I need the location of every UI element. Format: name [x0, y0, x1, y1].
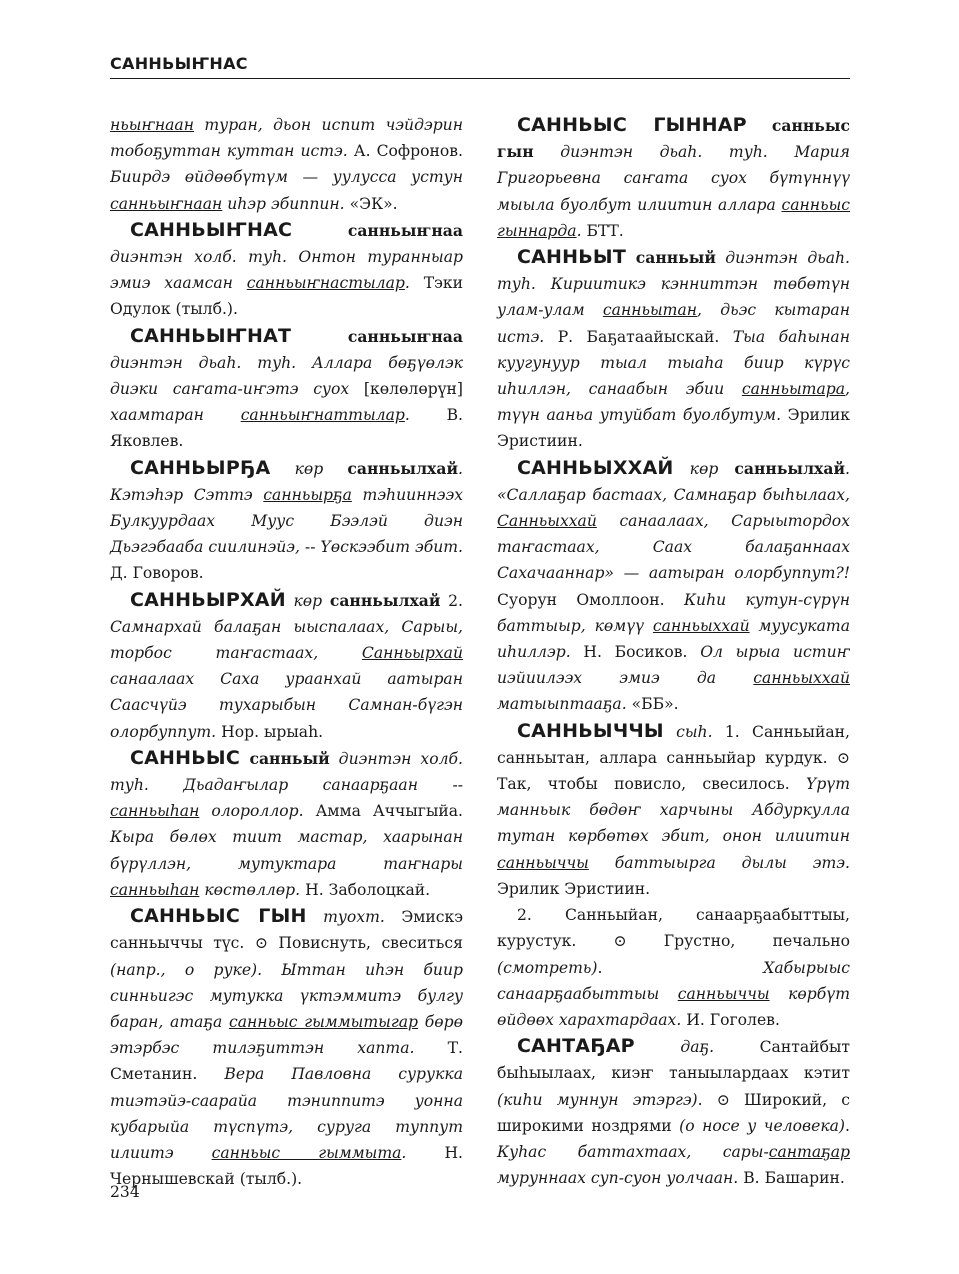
entry-text: муусуката иһиллэр. — [497, 616, 850, 662]
entry-text: санньытан — [602, 301, 698, 320]
entry-text: санаалаах Саха ураанхай аатыран Саасчүйэ тухарыбын Самнан-бүгэн олорбуппут. — [110, 670, 463, 741]
dictionary-entry — [497, 244, 850, 455]
entry-text: көр — [673, 459, 735, 478]
entry-text: Суорун Омоллоон. — [497, 590, 684, 609]
entry-text: Ыттан иһэн биир синньигэс мутукка үктэммитэ булгу баран, атаҕа — [110, 960, 463, 1031]
entry-text: санньыҥнаан — [110, 194, 223, 213]
entry-text: санньыс гыннарда — [497, 195, 850, 240]
entry-headword: САННЬЫРҔА — [130, 456, 271, 479]
entry-text: А. Софронов. — [353, 142, 463, 161]
entry-text: тэһииннээх Булкуурдаах Муус Бээлэй диэн Дьэгэбааба сиилинэйэ, -- Үөскээбит эбит. — [110, 485, 463, 557]
dictionary-entry — [110, 323, 463, 455]
entry-text: санньыччы — [677, 984, 770, 1003]
entry-text: олороллор. — [199, 802, 316, 821]
dictionary-entry — [110, 112, 463, 217]
entry-text: диэнтэн холб. туһ. Дьадаҥылар санаарҕаан -- — [110, 749, 463, 795]
entry-text: санньырҕа — [263, 485, 352, 504]
entry-text: (напр., о руке). — [110, 960, 282, 979]
entry-text: Р. Баҕатаайыскай. — [557, 327, 733, 346]
entry-text: . ⊙ Широкий, с широкими ноздрями — [497, 1090, 850, 1135]
entry-text: бөрө этэрбэс тилэҕиттэн хаптa. — [110, 1012, 463, 1058]
entry-text: Үрүт манньык бөдөҥ харчыны Абдуркулла тутан көрбөтөх эбит, онон илиитин — [497, 775, 850, 846]
dictionary-entry — [497, 718, 850, 902]
entry-text: матыыптааҕа. — [497, 695, 632, 714]
entry-text: Тыа баһынан куугунуур тыал тыаһа биир күрүс иһиллэн, санаабын эбии — [497, 327, 850, 399]
entry-text: Ол ырыа истиҥ иэйиилээх эмиэ да — [497, 643, 850, 688]
entry-text: Амма Аччыгыйа. — [315, 802, 463, 821]
dictionary-entry — [497, 455, 850, 718]
dictionary-entry — [110, 455, 463, 587]
dictionary-entry — [110, 587, 463, 745]
entry-text: Санньырхай — [361, 644, 463, 663]
entry-text: . — [845, 1116, 850, 1135]
entry-text: В. Яковлев. — [110, 406, 463, 451]
page-number: 234 — [110, 1183, 140, 1201]
entry-text: иһэр эбиппин. — [222, 194, 350, 213]
entry-text: баттыырга дылы этэ. — [588, 853, 850, 872]
entry-text: санньыһан — [110, 802, 200, 821]
dictionary-entry — [110, 903, 463, 1192]
entry-text: муруннаах суп-суон уолчаан. — [497, 1169, 744, 1188]
entry-text: Н. Чернышевскай (тылб.). — [110, 1143, 463, 1189]
entry-text: 2. — [440, 591, 463, 610]
entry-text: санньый — [625, 248, 716, 268]
entry-text: Н. Босиков. — [583, 643, 701, 662]
dictionary-entry — [497, 902, 850, 1033]
entry-text: В. Башарин. — [743, 1169, 845, 1188]
entry-text: И. Гоголев. — [686, 1010, 780, 1029]
entry-text: сантаҕар — [768, 1142, 850, 1161]
running-header: САННЬЫҤНАС — [110, 54, 850, 79]
entry-text: ньыҥнаан — [110, 116, 194, 134]
entry-text: санньыһан — [110, 880, 200, 899]
right-column — [497, 112, 850, 1191]
entry-text: даҕ. — [634, 1038, 760, 1057]
left-column — [110, 112, 463, 1192]
entry-text: «ББ». — [631, 695, 679, 714]
entry-text: . Кэтэһэр Сэттэ — [110, 459, 463, 504]
entry-text: санньыс гыммыта — [211, 1143, 402, 1162]
entry-text: БТТ. — [586, 221, 624, 240]
entry-text: көр — [285, 591, 330, 610]
entry-text: диэнтэн дьаһ. туһ. Мария Григорьевна саҥата суох бүтүннүү мыыла буолбут илиитин аллара — [497, 143, 850, 214]
entry-text: санньый — [239, 748, 330, 768]
entry-text: Биирдэ өйдөөбүтүм — уулусса устун — [110, 168, 463, 187]
entry-text: . — [576, 221, 587, 240]
entry-text: санньыххай — [753, 669, 850, 688]
entry-text: санньыҥнаа — [292, 220, 463, 240]
dictionary-entry — [497, 112, 850, 244]
entry-text: хаамтаран — [110, 406, 241, 425]
entry-text: Санньыххай — [497, 512, 597, 531]
entry-text: (о носе у человека) — [679, 1116, 846, 1135]
entry-headword: САНТАҔАР — [517, 1035, 635, 1058]
entry-headword: САННЬЫЧЧЫ — [517, 719, 664, 742]
entry-text: Киһи кутун-сүрүн баттыыр, көмүү — [497, 590, 850, 635]
dictionary-entry — [110, 217, 463, 323]
entry-text: Нор. ырыаһ. — [221, 722, 324, 741]
entry-text: Н. Заболоцкай. — [305, 880, 431, 899]
entry-text: Самнархай балаҕан ыыспалаах, Сарыы, торбос таҥастаах, — [110, 617, 463, 663]
entry-text: диэнтэн холб. туһ. Онтон туранныар эмиэ хаамсан — [110, 248, 463, 293]
entry-headword: САННЬЫҤНАС — [130, 218, 293, 241]
entry-text: санньыҥнаа — [291, 326, 463, 346]
entry-text: (смотреть) — [497, 958, 598, 977]
entry-text: санньыс гыммытыгар — [229, 1012, 418, 1031]
entry-text: Кыра бөлөх тиит мастар, хаарынан бүрүллэн, мутуктара таҥнары — [110, 828, 463, 873]
entry-text: . — [597, 958, 764, 977]
entry-text: [көлөлөрүн] — [363, 380, 463, 399]
entry-text: санньыс гын — [497, 116, 850, 162]
entry-text: санньылхай — [347, 458, 459, 478]
entry-headword: САННЬЫС — [130, 746, 240, 769]
dictionary-entry — [497, 1033, 850, 1191]
entry-text: . — [404, 406, 447, 425]
entry-text: . «Саллаҕар бастаах, Самнаҕар быһылаах, — [497, 459, 850, 504]
entry-text: Тэки Одулок (тылб.). — [110, 274, 463, 319]
entry-headword: САННЬЫС ГЫН — [130, 905, 307, 928]
entry-text: 1. Санньыйан, санньытан, аллара санньыйар курдук. ⊙ Так, чтобы повисло, свесилось. — [497, 722, 850, 794]
entry-text: санньыҥнаттылар — [240, 406, 405, 425]
entry-text: санньыххай — [652, 616, 750, 635]
entry-text: Хабырыыс санаарҕаабыттыы — [497, 958, 850, 1003]
entry-text: сыһ. — [663, 722, 725, 741]
entry-text: санньыҥнастылар — [246, 274, 405, 293]
entry-text: Вера Павловна сурукка тиэтэйэ-саарайа тэниппитэ уонна кубарыйа түспүтэ, суруга туппут илиитэ — [110, 1065, 463, 1162]
entry-headword: САННЬЫТ — [517, 246, 626, 269]
entry-text: көстөллөр. — [199, 880, 306, 899]
entry-headword: САННЬЫХХАЙ — [517, 456, 674, 479]
entry-text: диэнтэн дьаһ. туһ. Аллара бөҕүөлэк диэки саҥата-иҥэтэ суох — [110, 353, 463, 399]
entry-text: Сантайбыт быһыылаах, киэҥ таныылардаах кэтит — [497, 1038, 850, 1083]
entry-text: санньытара — [741, 380, 846, 399]
entry-text: . — [404, 274, 424, 293]
entry-text: . — [401, 1143, 445, 1162]
entry-headword: САННЬЫҤНАТ — [130, 324, 292, 347]
entry-text: Т. Сметанин. — [110, 1039, 463, 1084]
entry-text: көрбүт өйдөөх харахтардаах. — [497, 984, 850, 1029]
entry-text: Куһас баттахтаах, сары- — [497, 1142, 769, 1161]
entry-text: 2. Санньыйан, санаарҕаабыттыы, курустук. ⊙ Грустно, печально — [497, 906, 850, 951]
entry-headword: САННЬЫРХАЙ — [130, 588, 286, 611]
entry-headword: САННЬЫС ГЫННАР — [517, 114, 747, 136]
entry-text: «ЭК». — [349, 194, 398, 213]
entry-text: Эрилик Эристиин. — [497, 879, 651, 898]
entry-text: санньылхай — [329, 590, 441, 610]
entry-text: , дьэс кытаран истэ. — [497, 301, 850, 346]
entry-text: , түүн ааньа утуйбат буолбутум. — [497, 380, 850, 425]
entry-text: санньыччы — [497, 853, 589, 872]
entry-text: (киһи муннун этэргэ) — [497, 1090, 698, 1109]
dictionary-entry — [110, 745, 463, 903]
entry-text: санньылхай — [734, 458, 846, 478]
entry-text: Эрилик Эристиин. — [497, 406, 850, 451]
entry-text: көр — [270, 459, 348, 478]
entry-text: Д. Говоров. — [110, 564, 204, 583]
entry-text: Эмискэ санньыччы түс. ⊙ Повиснуть, свеситься — [110, 908, 464, 953]
entry-text: туохт. — [306, 908, 402, 927]
entry-text: санаалаах, Сарыытордох таҥастаах, Саах балаҕаннаах Сахачааннар» — аатыран олорбуппут?! — [497, 512, 850, 583]
entry-text: диэнтэн дьаһ. туһ. Кириитикэ кэнниттэн төбөтүн улам-улам — [497, 249, 850, 320]
entry-text: туран, дьон испит чэйдэрин тобоҕуттан куттан истэ. — [110, 116, 463, 161]
